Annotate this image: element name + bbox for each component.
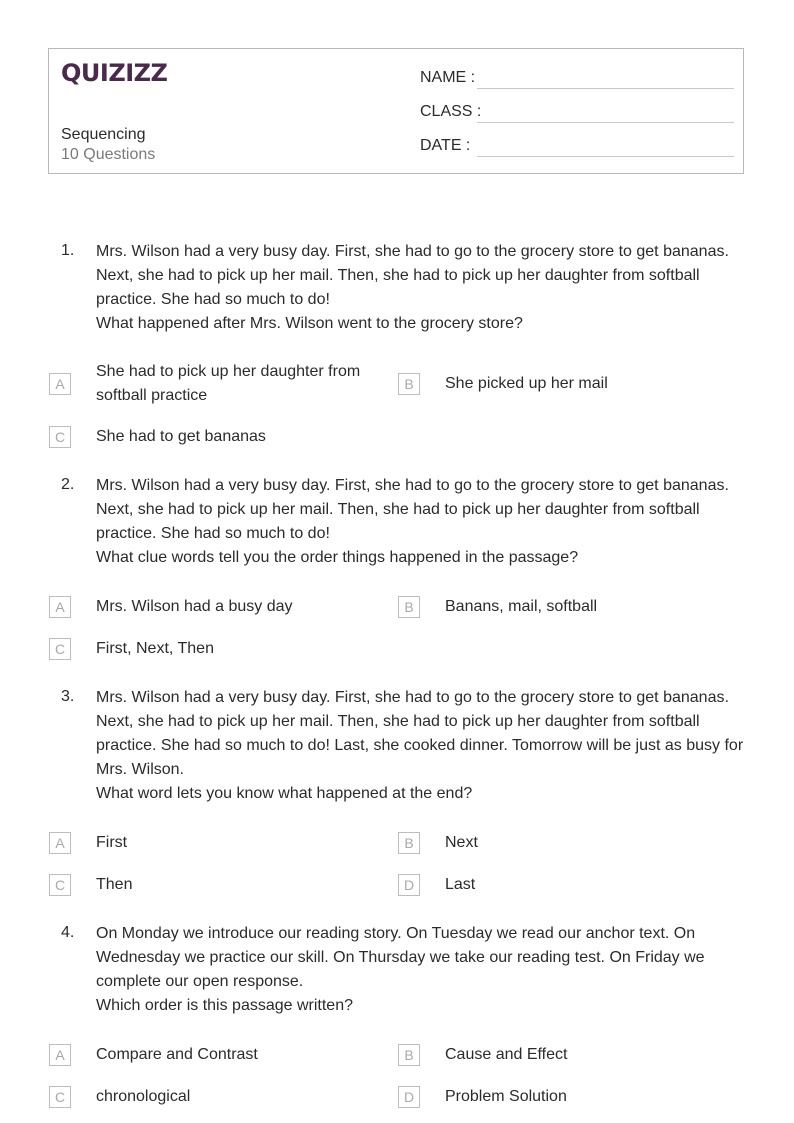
worksheet-header xyxy=(48,48,744,174)
option-a-text[interactable]: Compare and Contrast xyxy=(96,1046,258,1063)
date-field[interactable] xyxy=(420,135,734,157)
question-number: 4. xyxy=(61,924,75,941)
date-line xyxy=(477,156,734,157)
question-text xyxy=(96,240,744,336)
question-passage: On Monday we introduce our reading story. On Tuesday we read our anchor text. On Wednesday we practice our skill. On Thursday we take our reading test. On Friday we complete our open response. xyxy=(96,925,705,990)
option-b-box[interactable]: B xyxy=(398,373,420,395)
question-prompt: What clue words tell you the order things happened in the passage? xyxy=(96,549,579,566)
question-text xyxy=(96,474,744,570)
question-prompt: What word lets you know what happened at the end? xyxy=(96,785,473,802)
option-b-box[interactable]: B xyxy=(398,596,420,618)
option-a-text[interactable]: She had to pick up her daughter from softball practice xyxy=(96,363,361,404)
option-c-text[interactable]: First, Next, Then xyxy=(96,640,214,657)
option-b-text[interactable]: Next xyxy=(445,834,478,851)
option-d-box[interactable]: D xyxy=(398,1086,420,1108)
question-text xyxy=(96,922,744,1018)
option-c-box[interactable]: C xyxy=(49,426,71,448)
option-d-text[interactable]: Last xyxy=(445,876,476,893)
option-d-text[interactable]: Problem Solution xyxy=(445,1088,567,1105)
question-prompt: What happened after Mrs. Wilson went to the grocery store? xyxy=(96,315,523,332)
question-number: 2. xyxy=(61,476,75,493)
option-a-box[interactable]: A xyxy=(49,1044,71,1066)
option-b-text[interactable]: She picked up her mail xyxy=(445,375,608,392)
option-a-box[interactable]: A xyxy=(49,373,71,395)
worksheet-title: Sequencing xyxy=(61,126,146,143)
name-label: NAME : xyxy=(420,69,476,86)
option-c-text[interactable]: She had to get bananas xyxy=(96,428,266,445)
date-label: DATE : xyxy=(420,137,471,154)
question-passage: Mrs. Wilson had a very busy day. First, she had to go to the grocery store to get bananas. Next, she had to pick up her mail. Then, she had to pick up her daughter from softball practice. She had so much to do! xyxy=(96,477,729,542)
question-passage: Mrs. Wilson had a very busy day. First, she had to go to the grocery store to get bananas. Next, she had to pick up her mail. Then, she had to pick up her daughter from softball practice. She had so much to do! xyxy=(96,243,729,308)
option-c-box[interactable]: C xyxy=(49,638,71,660)
option-c-box[interactable]: C xyxy=(49,1086,71,1108)
question-text xyxy=(96,686,744,806)
name-line xyxy=(477,88,734,89)
class-field[interactable] xyxy=(420,101,734,123)
option-c-box[interactable]: C xyxy=(49,874,71,896)
question-number: 3. xyxy=(61,688,75,705)
question-count: 10 Questions xyxy=(61,146,156,163)
option-b-text[interactable]: Cause and Effect xyxy=(445,1046,568,1063)
quizizz-logo: QUIZIZZ xyxy=(61,59,168,87)
class-label: CLASS : xyxy=(420,103,482,120)
option-a-text[interactable]: First xyxy=(96,834,128,851)
question-prompt: Which order is this passage written? xyxy=(96,997,353,1014)
option-a-box[interactable]: A xyxy=(49,596,71,618)
option-a-text[interactable]: Mrs. Wilson had a busy day xyxy=(96,598,293,615)
option-d-box[interactable]: D xyxy=(398,874,420,896)
option-b-text[interactable]: Banans, mail, softball xyxy=(445,598,598,615)
name-field[interactable] xyxy=(420,67,734,89)
question-passage: Mrs. Wilson had a very busy day. First, she had to go to the grocery store to get bananas. Next, she had to pick up her mail. Then, she had to pick up her daughter from softball practice. She had so much to do! Last, she cooked dinner. Tomorrow will be just as busy for Mrs. Wilson. xyxy=(96,689,744,778)
option-a-box[interactable]: A xyxy=(49,832,71,854)
class-line xyxy=(477,122,734,123)
option-c-text[interactable]: chronological xyxy=(96,1088,191,1105)
question-number: 1. xyxy=(61,242,75,259)
option-c-text[interactable]: Then xyxy=(96,876,133,893)
option-b-box[interactable]: B xyxy=(398,1044,420,1066)
option-b-box[interactable]: B xyxy=(398,832,420,854)
